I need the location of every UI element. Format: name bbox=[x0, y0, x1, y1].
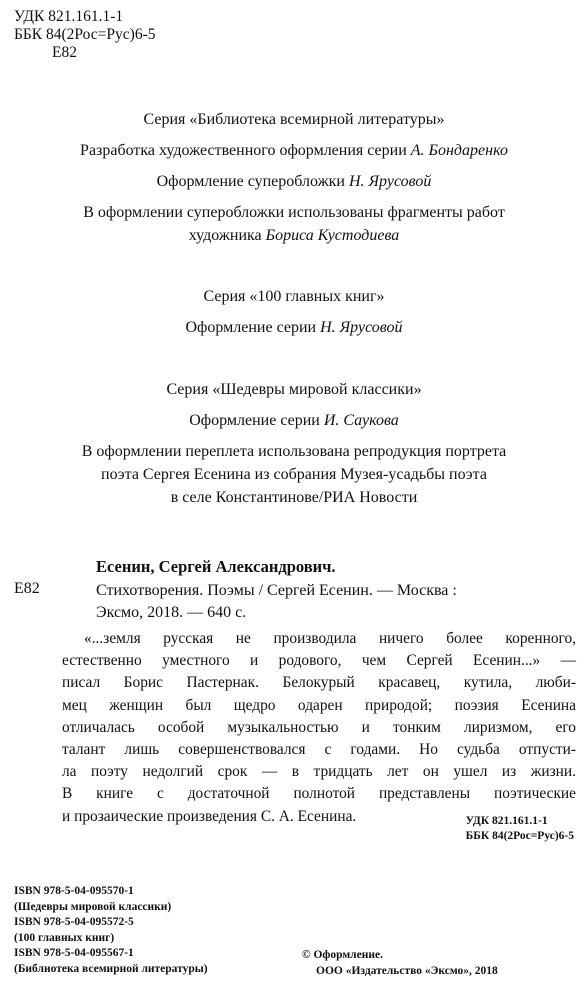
annotation bbox=[62, 628, 576, 828]
binding-line-1: В оформлении переплета использована репродукция портрета bbox=[81, 443, 507, 460]
annotation-line: и прозаические произведения С. А. Есенина. bbox=[62, 807, 357, 825]
bibliographic-line: Эксмо, 2018. — 640 с. bbox=[96, 604, 247, 621]
series-design-credit: Оформление серии Н. Ярусовой bbox=[185, 319, 403, 336]
isbn-number: ISBN 978-5-04-095572-5 bbox=[14, 916, 134, 929]
credits-group-3 bbox=[0, 378, 588, 509]
cover-fragments-line-1: В оформлении суперобложки использованы фрагменты работ bbox=[83, 204, 505, 221]
copyright-design: © Оформление. bbox=[302, 949, 383, 961]
series-design-credit: Оформление серии И. Саукова bbox=[189, 412, 399, 429]
annotation-line: писал Борис Пастернак. Белокурый красавец, кутила, люби- bbox=[62, 674, 576, 692]
cover-design-credit: Оформление суперобложки Н. Ярусовой bbox=[156, 173, 432, 190]
copyright-block bbox=[302, 948, 498, 979]
series-design-credit: Разработка художественного оформления серии А. Бондаренко bbox=[80, 142, 508, 159]
udk-block-bottom bbox=[466, 814, 574, 844]
udk-block-top bbox=[14, 8, 156, 62]
udk-code: УДК 821.161.1-1 bbox=[14, 8, 124, 25]
isbn-series: (Библиотека всемирной литературы) bbox=[14, 962, 208, 975]
series-title: Серия «Шедевры мировой классики» bbox=[166, 381, 422, 398]
isbn-block bbox=[14, 884, 208, 978]
binding-line-3: в селе Константинове/РИА Новости bbox=[170, 489, 418, 506]
binding-line-2: поэта Сергея Есенина из собрания Музея-усадьбы поэта bbox=[101, 466, 487, 483]
isbn-number: ISBN 978-5-04-095567-1 bbox=[14, 947, 134, 960]
annotation-line: талант лишь совершенствовался с годами. Но судьба отпусти- bbox=[62, 741, 576, 759]
udk-code: УДК 821.161.1-1 bbox=[465, 815, 548, 827]
credits-group-2 bbox=[0, 285, 588, 339]
bbk-code: ББК 84(2Рос=Рус)6-5 bbox=[465, 830, 574, 842]
series-title: Серия «Библиотека всемирной литературы» bbox=[143, 111, 445, 128]
annotation-line: В книге с достаточной полнотой представлены поэтические bbox=[62, 785, 576, 803]
annotation-line: естественно уместного и родового, чем Сергей Есенин...» — bbox=[62, 652, 576, 670]
bbk-code: ББК 84(2Рос=Рус)6-5 bbox=[14, 26, 156, 43]
author-mark: Е82 bbox=[52, 44, 77, 61]
isbn-series: (100 главных книг) bbox=[14, 931, 115, 944]
bibliographic-line: Стихотворения. Поэмы / Сергей Есенин. — Москва : bbox=[96, 582, 457, 599]
credits-group-1 bbox=[0, 108, 588, 247]
cover-fragments-line-2: художника Бориса Кустодиева bbox=[188, 227, 400, 244]
copyright-publisher: ООО «Издательство «Эксмо», 2018 bbox=[316, 964, 498, 977]
bibliographic-author-mark: Е82 bbox=[14, 580, 40, 597]
isbn-series: (Шедевры мировой классики) bbox=[14, 900, 172, 913]
bibliographic-description bbox=[96, 580, 576, 624]
annotation-line: отличалась особой музыкальностью и тонким лиризмом, его bbox=[62, 718, 576, 736]
annotation-line: «...земля русская не производила ничего более коренного, bbox=[84, 630, 576, 647]
author-heading: Есенин, Сергей Александрович. bbox=[96, 557, 336, 576]
annotation-line: мец женщин был щедро одарен природой; поэзия Есенина bbox=[62, 696, 576, 714]
series-title: Серия «100 главных книг» bbox=[203, 288, 385, 305]
annotation-line: ла поэту недолгий срок — в тридцать лет он ушел из жизни. bbox=[62, 763, 576, 781]
isbn-number: ISBN 978-5-04-095570-1 bbox=[14, 885, 134, 897]
